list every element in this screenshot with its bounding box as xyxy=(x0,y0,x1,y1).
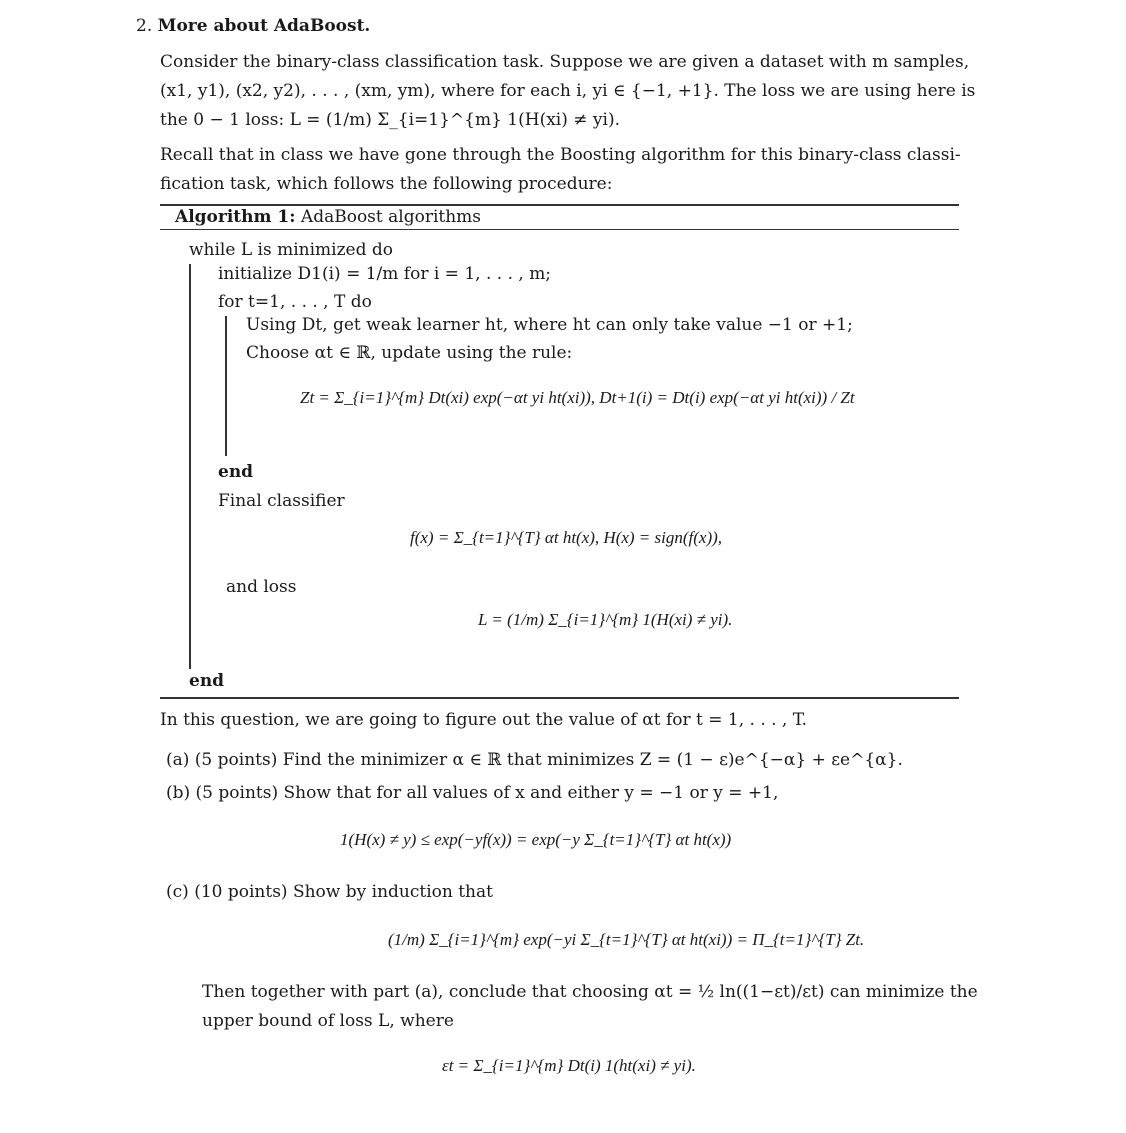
update-equation: Zt = Σ_{i=1}^{m} Dt(xi) exp(−αt yi ht(xi)), Dt+1(i) = Dt(i) exp(−αt yi ht(xi)) / Zt xyxy=(300,388,855,407)
algorithm-caption-text: AdaBoost algorithms xyxy=(300,207,482,227)
and-loss-label: and loss xyxy=(226,577,297,597)
for-step-2: Choose αt ∈ ℝ, update using the rule: xyxy=(246,343,573,363)
task-a: (a) (5 points) Find the minimizer α ∈ ℝ that minimizes Z = (1 − ε)e^{−α} + εe^{α}. xyxy=(166,750,903,770)
question-number: 2. xyxy=(136,16,153,36)
end-while-keyword: end xyxy=(189,671,225,691)
para2-line1: Recall that in class we have gone through the Boosting algorithm for this binary-class classi- xyxy=(160,145,961,165)
algorithm-caption xyxy=(175,207,481,227)
task-c-text-1: Then together with part (a), conclude that choosing αt = ½ ln((1−εt)/εt) can minimize the xyxy=(202,982,978,1002)
para2-line2: fication task, which follows the following procedure: xyxy=(160,174,613,194)
final-classifier-equation: f(x) = Σ_{t=1}^{T} αt ht(x), H(x) = sign(f(x)), xyxy=(410,528,723,547)
loss-equation: L = (1/m) Σ_{i=1}^{m} 1(H(xi) ≠ yi). xyxy=(478,610,733,629)
question-title: More about AdaBoost. xyxy=(157,16,371,36)
while-line: while L is minimized do xyxy=(189,240,394,260)
para1-line2: (x1, y1), (x2, y2), . . . , (xm, ym), where for each i, yi ∈ {−1, +1}. The loss we are using here is xyxy=(160,81,976,101)
final-classifier-label: Final classifier xyxy=(218,491,345,511)
task-c-text-2: upper bound of loss L, where xyxy=(202,1011,454,1031)
algorithm-caption-label: Algorithm 1: xyxy=(175,207,296,227)
para1-line3: the 0 − 1 loss: L = (1/m) Σ_{i=1}^{m} 1(H(xi) ≠ yi). xyxy=(160,110,620,130)
algorithm-top-rule xyxy=(160,204,959,206)
question-heading xyxy=(136,16,370,36)
task-b-equation: 1(H(x) ≠ y) ≤ exp(−yf(x)) = exp(−y Σ_{t=1}^{T} αt ht(x)) xyxy=(340,830,732,849)
task-c-equation: (1/m) Σ_{i=1}^{m} exp(−yi Σ_{t=1}^{T} αt ht(xi)) = Π_{t=1}^{T} Zt. xyxy=(388,930,865,949)
epsilon-equation: εt = Σ_{i=1}^{m} Dt(i) 1(ht(xi) ≠ yi). xyxy=(442,1056,696,1075)
for-step-1: Using Dt, get weak learner ht, where ht can only take value −1 or +1; xyxy=(246,315,853,335)
while-scope-bar xyxy=(189,264,191,669)
for-scope-bar xyxy=(225,316,227,456)
algorithm-caption-rule xyxy=(160,229,959,230)
task-c: (c) (10 points) Show by induction that xyxy=(166,882,493,902)
task-b: (b) (5 points) Show that for all values of x and either y = −1 or y = +1, xyxy=(166,783,779,803)
end-for-keyword: end xyxy=(218,462,254,482)
para1-line1: Consider the binary-class classification task. Suppose we are given a dataset with m samples, xyxy=(160,52,970,72)
for-line: for t=1, . . . , T do xyxy=(218,292,372,312)
task-intro: In this question, we are going to figure out the value of αt for t = 1, . . . , T. xyxy=(160,710,807,730)
init-line: initialize D1(i) = 1/m for i = 1, . . . , m; xyxy=(218,264,552,284)
algorithm-bottom-rule xyxy=(160,697,959,699)
